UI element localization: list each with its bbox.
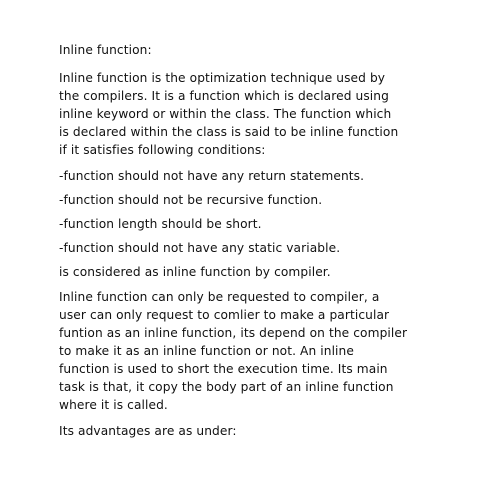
condition-item: -function should not be recursive function. (59, 193, 323, 207)
paragraph2-line-1: Inline function can only be requested to compiler, a (59, 290, 380, 304)
paragraph2-line-3: funtion as an inline function, its depend on the compiler (59, 326, 408, 340)
condition-item: -function length should be short. (59, 217, 262, 231)
condition-item: -function should not have any return statements. (59, 169, 365, 183)
condition-item: -function should not have any static variable. (59, 241, 341, 255)
paragraph1-line-2: the compilers. It is a function which is declared using (59, 89, 389, 103)
paragraph2-line-7: where it is called. (59, 398, 168, 412)
paragraph1-line-3: inline keyword or within the class. The function which (59, 107, 392, 121)
paragraph1-line-1: Inline function is the optimization technique used by (59, 71, 386, 85)
paragraph1-line-4: is declared within the class is said to be inline function (59, 125, 399, 139)
paragraph2-line-2: user can only request to comlier to make a particular (59, 308, 390, 322)
conclusion-line: is considered as inline function by compiler. (59, 265, 331, 279)
heading: Inline function: (59, 43, 152, 57)
paragraph2-line-5: function is used to short the execution time. Its main (59, 362, 388, 376)
paragraph1-line-5: if it satisfies following conditions: (59, 143, 266, 157)
paragraph2-line-4: to make it as an inline function or not. An inline (59, 344, 354, 358)
paragraph2-line-6: task is that, it copy the body part of an inline function (59, 380, 394, 394)
advantages-intro: Its advantages are as under: (59, 424, 237, 438)
